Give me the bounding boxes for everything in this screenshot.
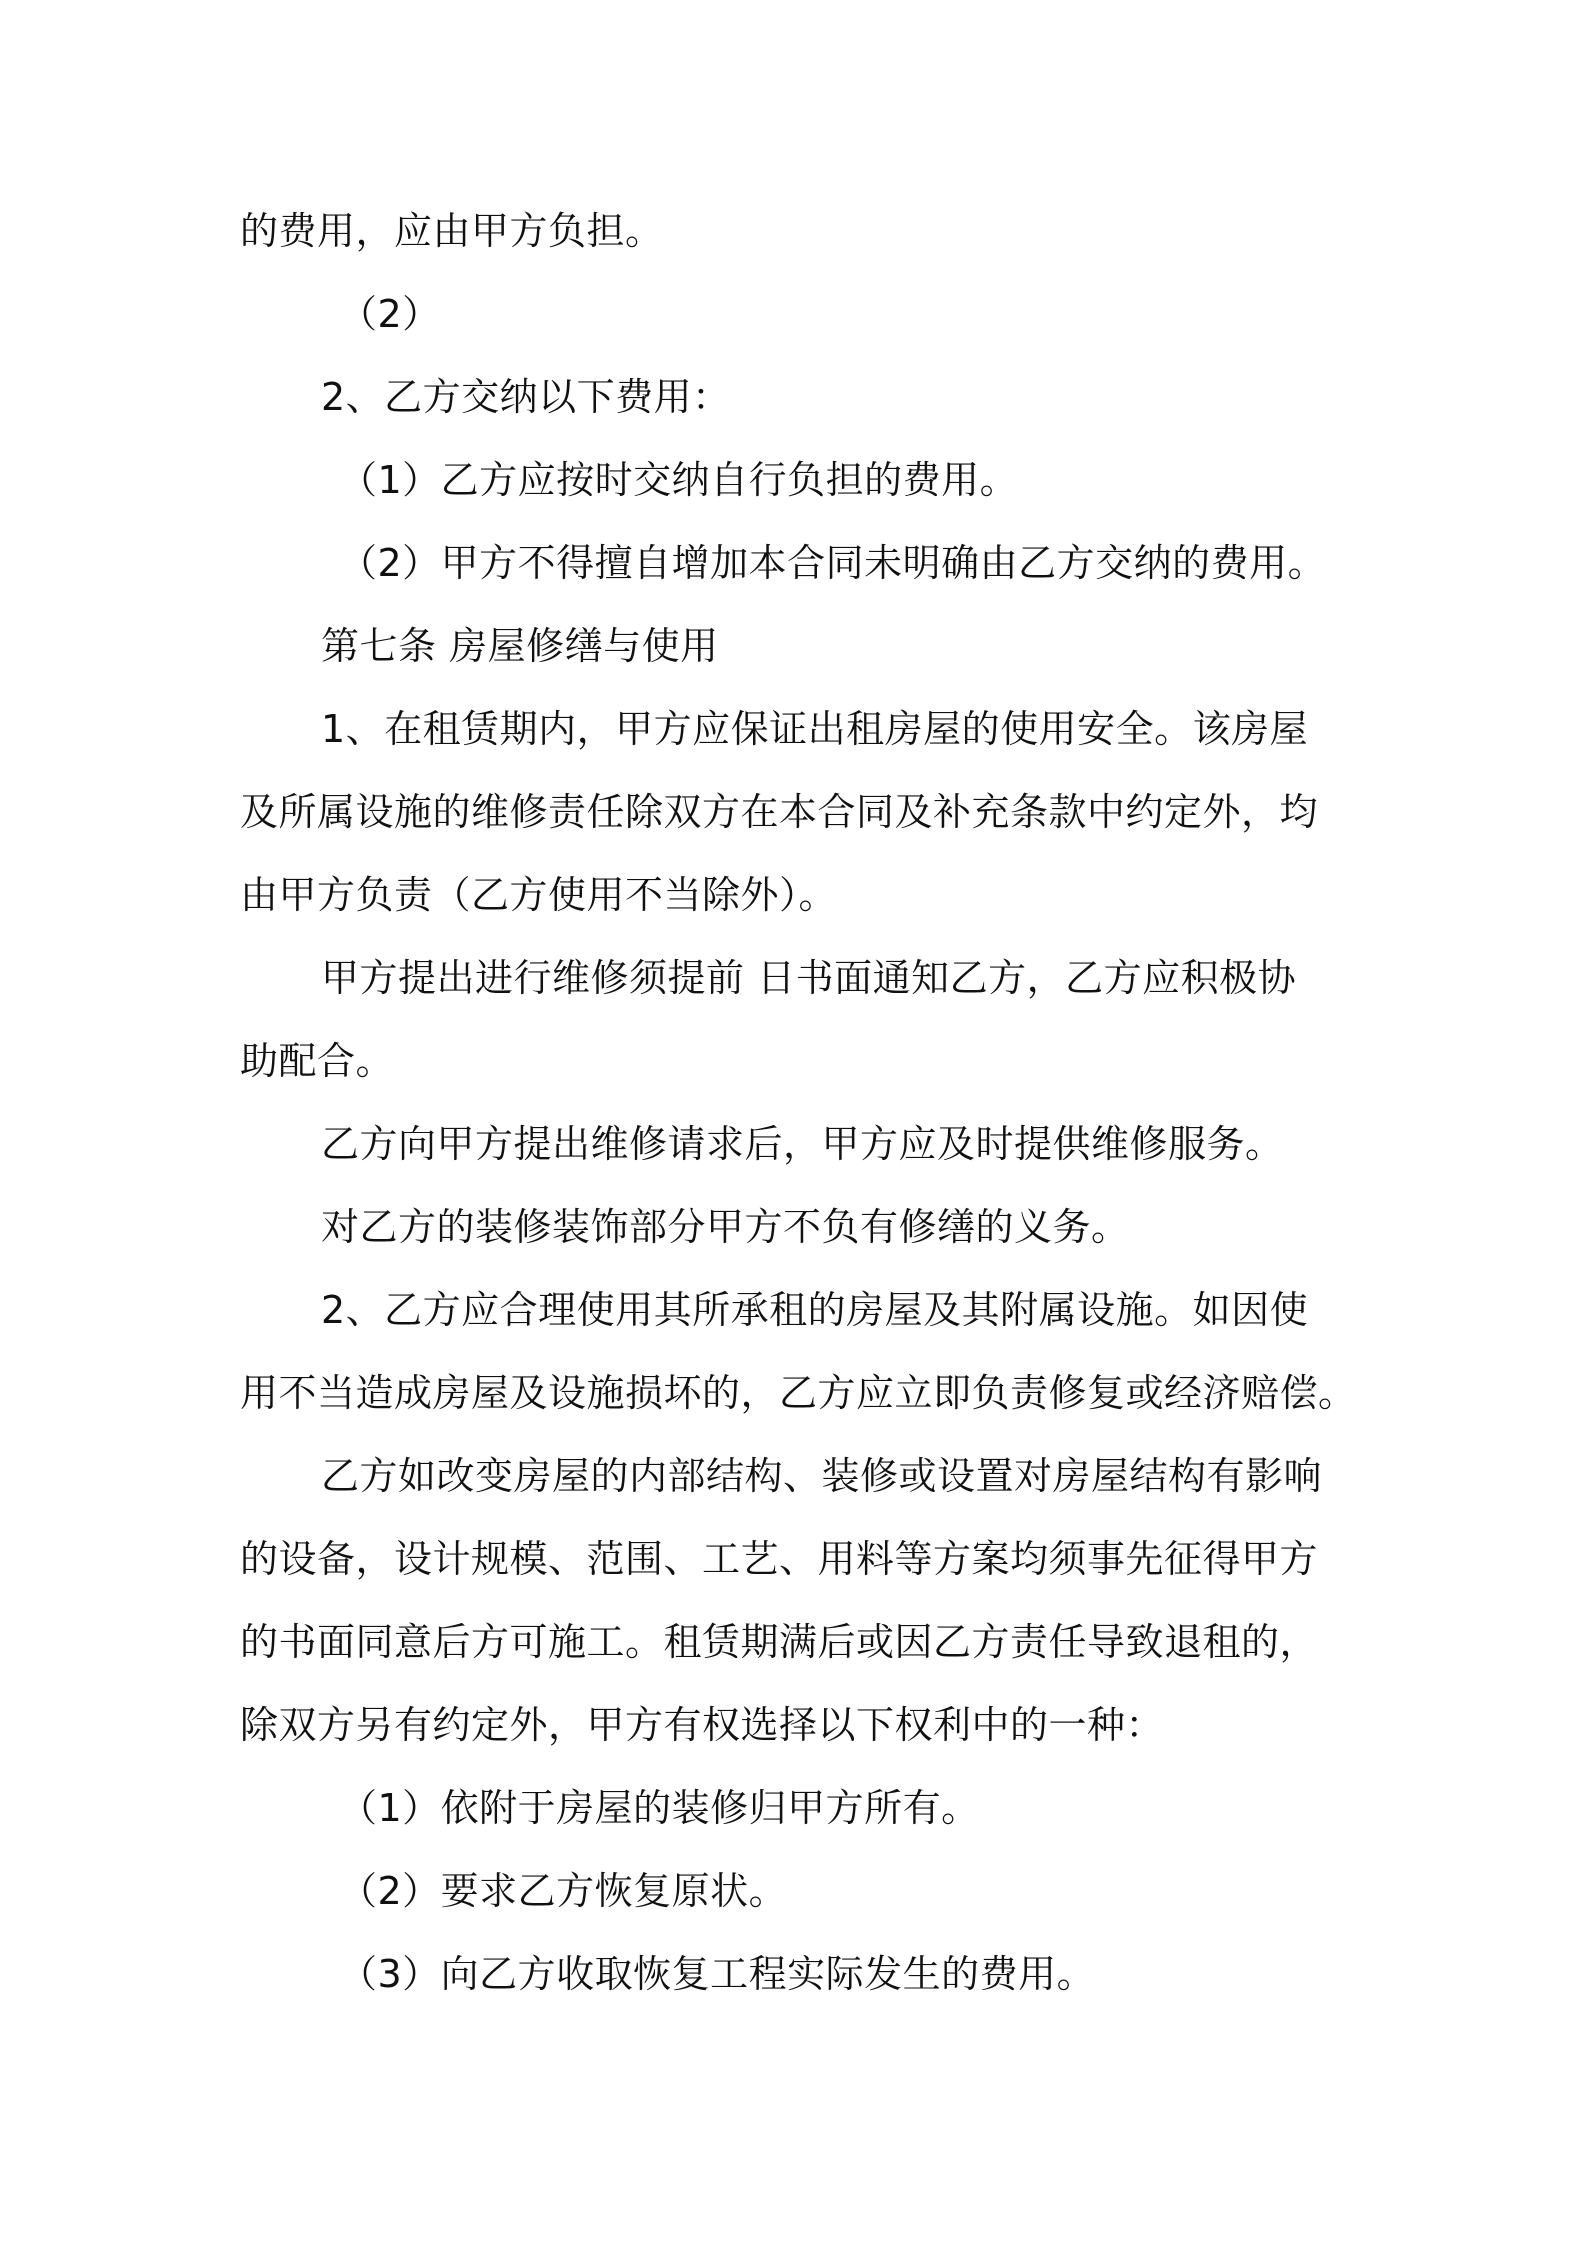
text-line: 助配合。 (240, 1039, 395, 1083)
text-line: 及所属设施的维修责任除双方在本合同及补充条款中约定外，均 (240, 790, 1319, 834)
text-line: （3）向乙方收取恢复工程实际发生的费用。 (339, 1952, 1096, 1996)
text-line: 除双方另有约定外，甲方有权选择以下权利中的一种： (240, 1703, 1165, 1747)
text-line: 2、乙方交纳以下费用： (321, 375, 731, 419)
text-line: 甲方提出进行维修须提前 日书面通知乙方，乙方应积极协 (321, 956, 1297, 1000)
text-line: 由甲方负责（乙方使用不当除外）。 (240, 873, 838, 917)
text-line: 的费用，应由甲方负担。 (240, 209, 664, 253)
text-line: 乙方向甲方提出维修请求后，甲方应及时提供维修服务。 (321, 1122, 1284, 1166)
text-line: （2）要求乙方恢复原状。 (339, 1869, 788, 1913)
text-line: 的设备，设计规模、范围、工艺、用料等方案均须事先征得甲方 (240, 1537, 1319, 1581)
text-line: 2、乙方应合理使用其所承租的房屋及其附属设施。如因使 (321, 1288, 1309, 1332)
text-line: 用不当造成房屋及设施损坏的，乙方应立即负责修复或经济赔偿。 (240, 1371, 1357, 1415)
text-line: （1）乙方应按时交纳自行负担的费用。 (339, 458, 1019, 502)
document-body (240, 190, 1380, 2016)
text-line: 乙方如改变房屋的内部结构、装修或设置对房屋结构有影响 (321, 1454, 1323, 1498)
text-line: 第七条 房屋修缮与使用 (321, 624, 719, 668)
text-line: 对乙方的装修装饰部分甲方不负有修缮的义务。 (321, 1205, 1130, 1249)
text-line: （1）依附于房屋的装修归甲方所有。 (339, 1786, 980, 1830)
text-line: 的书面同意后方可施工。租赁期满后或因乙方责任导致退租的， (240, 1620, 1319, 1664)
text-line: 1、在租赁期内，甲方应保证出租房屋的使用安全。该房屋 (321, 707, 1309, 751)
text-line: （2）甲方不得擅自增加本合同未明确由乙方交纳的费用。 (339, 541, 1327, 585)
text-line: （2） (339, 292, 441, 336)
